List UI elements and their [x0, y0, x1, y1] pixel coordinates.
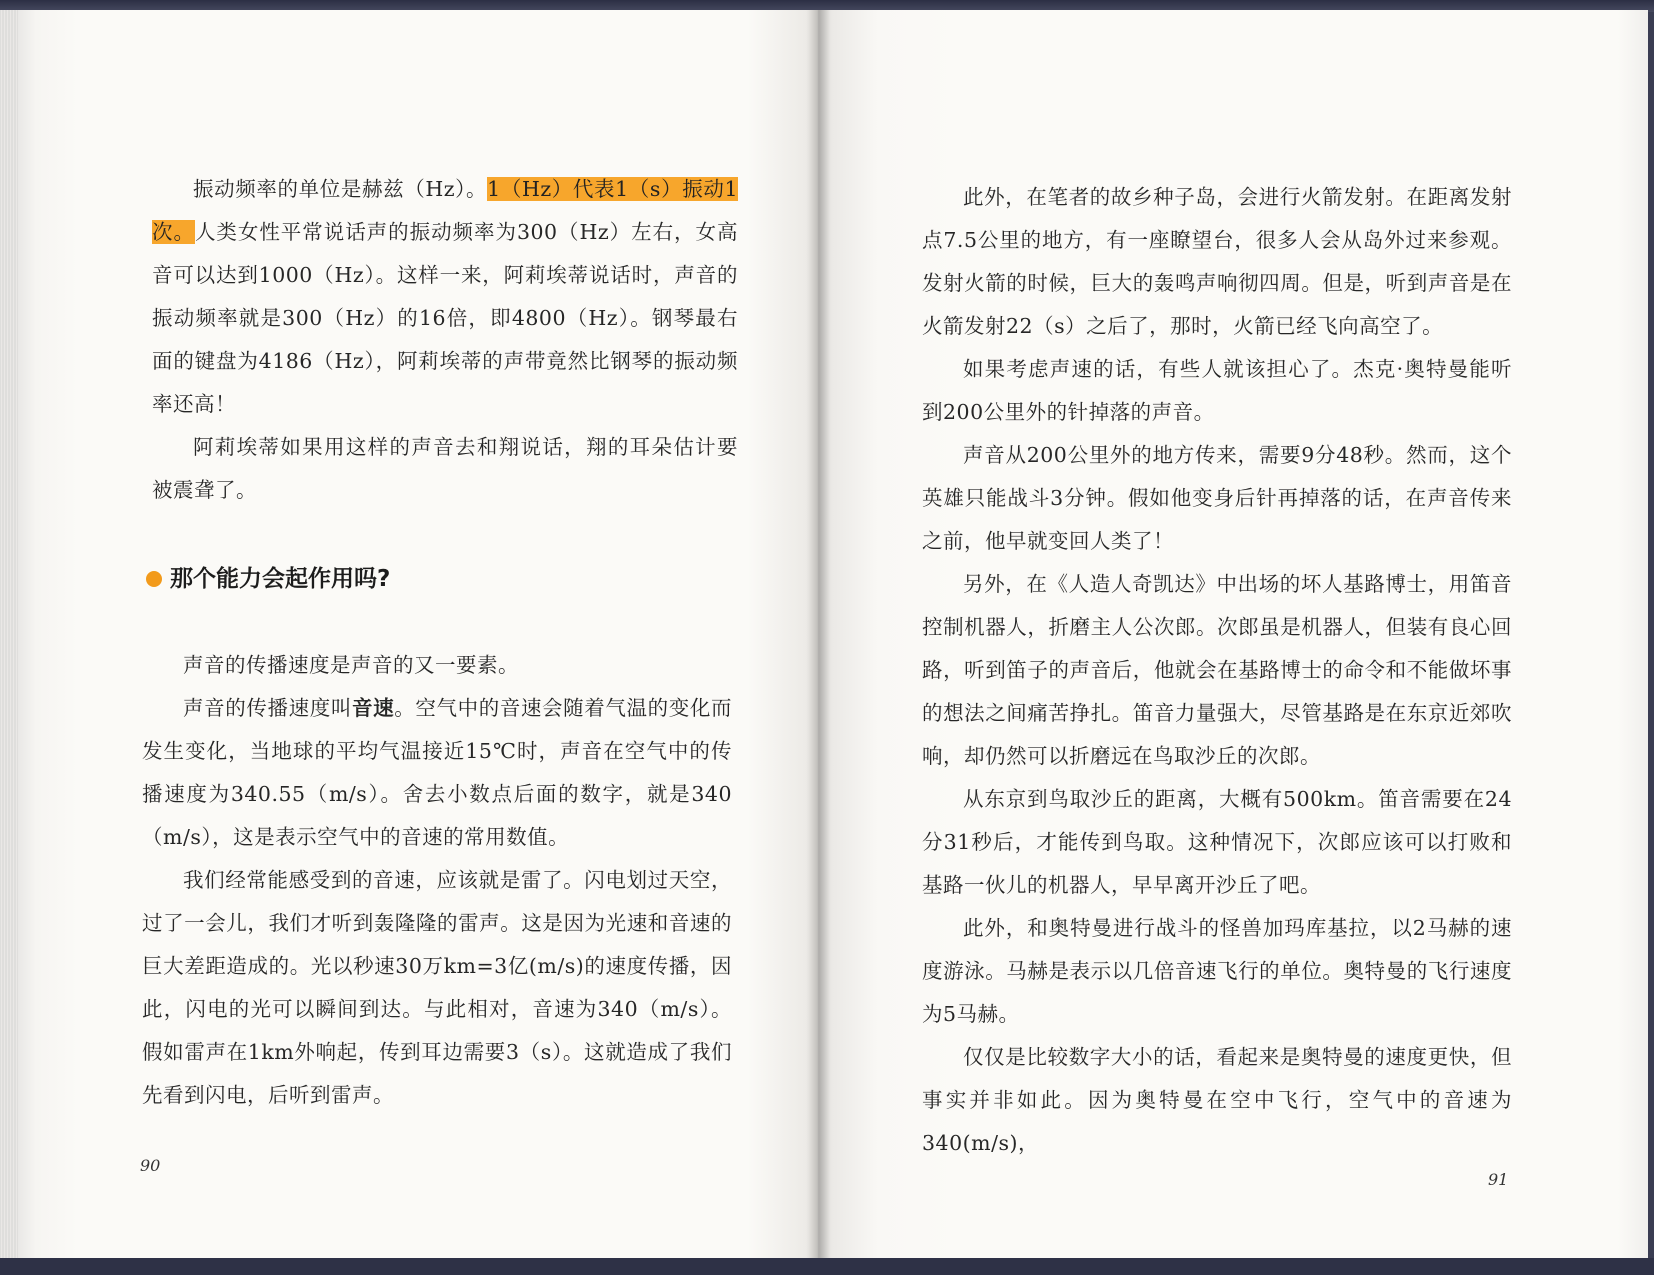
paragraph-rocket-launch: 此外，在笔者的故乡种子岛，会进行火箭发射。在距离发射点7.5公里的地方，有一座瞭望台，很多人会从岛外过来参观。发射火箭的时候，巨大的轰鸣声响彻四周。但是，听到声音是在火箭发射22（s）之后了，那时，火箭已经飞向高空了。: [922, 185, 1512, 338]
orange-bullet-icon: [146, 571, 162, 587]
paragraph-comparison: 仅仅是比较数字大小的话，看起来是奥特曼的速度更快，但事实并非如此。因为奥特曼在空中飞行，空气中的音速为340(m/s)，: [922, 1045, 1512, 1155]
paragraph-tokyo-tottori: 从东京到鸟取沙丘的距离，大概有500km。笛音需要在24分31秒后，才能传到鸟取。这种情况下，次郎应该可以打败和基路一伙儿的机器人，早早离开沙丘了吧。: [922, 787, 1512, 897]
paragraph-thunder: 我们经常能感受到的音速，应该就是雷了。闪电划过天空，过了一会儿，我们才听到轰隆隆的雷声。这是因为光速和音速的巨大差距造成的。光以秒速30万km=3亿(m/s)的速度传播，因此，闪电的光可以瞬间到达。与此相对，音速为340（m/s）。假如雷声在1km外响起，传到耳边需要3（s）。这就造成了我们先看到闪电，后听到雷声。: [142, 868, 732, 1107]
section-heading: [146, 560, 390, 593]
highlighted-text: 1（Hz）代表1（s）振动1次。: [152, 177, 738, 244]
section-heading-text: 那个能力会起作用吗?: [170, 566, 391, 592]
paragraph-kikaider: 另外，在《人造人奇凯达》中出场的坏人基路博士，用笛音控制机器人，折磨主人公次郎。次郎虽是机器人，但装有良心回路，听到笛子的声音后，他就会在基路博士的命令和不能做坏事的想法之间痛苦挣扎。笛音力量强大，尽管基路是在东京近郊吹响，却仍然可以折磨远在鸟取沙丘的次郎。: [922, 572, 1512, 768]
page-number-right: 91: [1488, 1170, 1509, 1189]
left-page-section-text: [142, 644, 732, 1117]
scan-border-bottom: [0, 1258, 1654, 1275]
page-number-left: 90: [140, 1156, 161, 1175]
bold-term: 音速: [351, 696, 395, 720]
left-page-top-text: [152, 168, 738, 512]
paragraph-mach: 此外，和奥特曼进行战斗的怪兽加玛库基拉，以2马赫的速度游泳。马赫是表示以几倍音速飞行的单位。奥特曼的飞行速度为5马赫。: [922, 916, 1512, 1026]
paragraph-ultraman-hearing: 如果考虑声速的话，有些人就该担心了。杰克·奥特曼能听到200公里外的针掉落的声音。: [922, 357, 1512, 424]
page-stack-edge: [0, 10, 20, 1262]
paragraph-propagation: 声音的传播速度是声音的又一要素。: [183, 653, 519, 677]
paragraph-deafening: 阿莉埃蒂如果用这样的声音去和翔说话，翔的耳朵估计要被震聋了。: [152, 435, 738, 502]
right-page-text: [922, 176, 1512, 1165]
book-gutter: [806, 10, 830, 1262]
paragraph-frequency: 振动频率的单位是赫兹（Hz）。1（Hz）代表1（s）振动1次。人类女性平常说话声的振动频率为300（Hz）左右，女高音可以达到1000（Hz）。这样一来，阿莉埃蒂说话时，声音的振动频率就是300（Hz）的16倍，即4800（Hz）。钢琴最右面的键盘为4186（Hz），阿莉埃蒂的声带竟然比钢琴的振动频率还高！: [152, 177, 738, 416]
paragraph-200km-sound: 声音从200公里外的地方传来，需要9分48秒。然而，这个英雄只能战斗3分钟。假如他变身后针再掉落的话，在声音传来之前，他早就变回人类了！: [922, 443, 1512, 553]
paragraph-speed-of-sound: 声音的传播速度叫音速。空气中的音速会随着气温的变化而发生变化，当地球的平均气温接近15℃时，声音在空气中的传播速度为340.55（m/s）。舍去小数点后面的数字，就是340（m/s），这是表示空气中的音速的常用数值。: [142, 696, 733, 849]
